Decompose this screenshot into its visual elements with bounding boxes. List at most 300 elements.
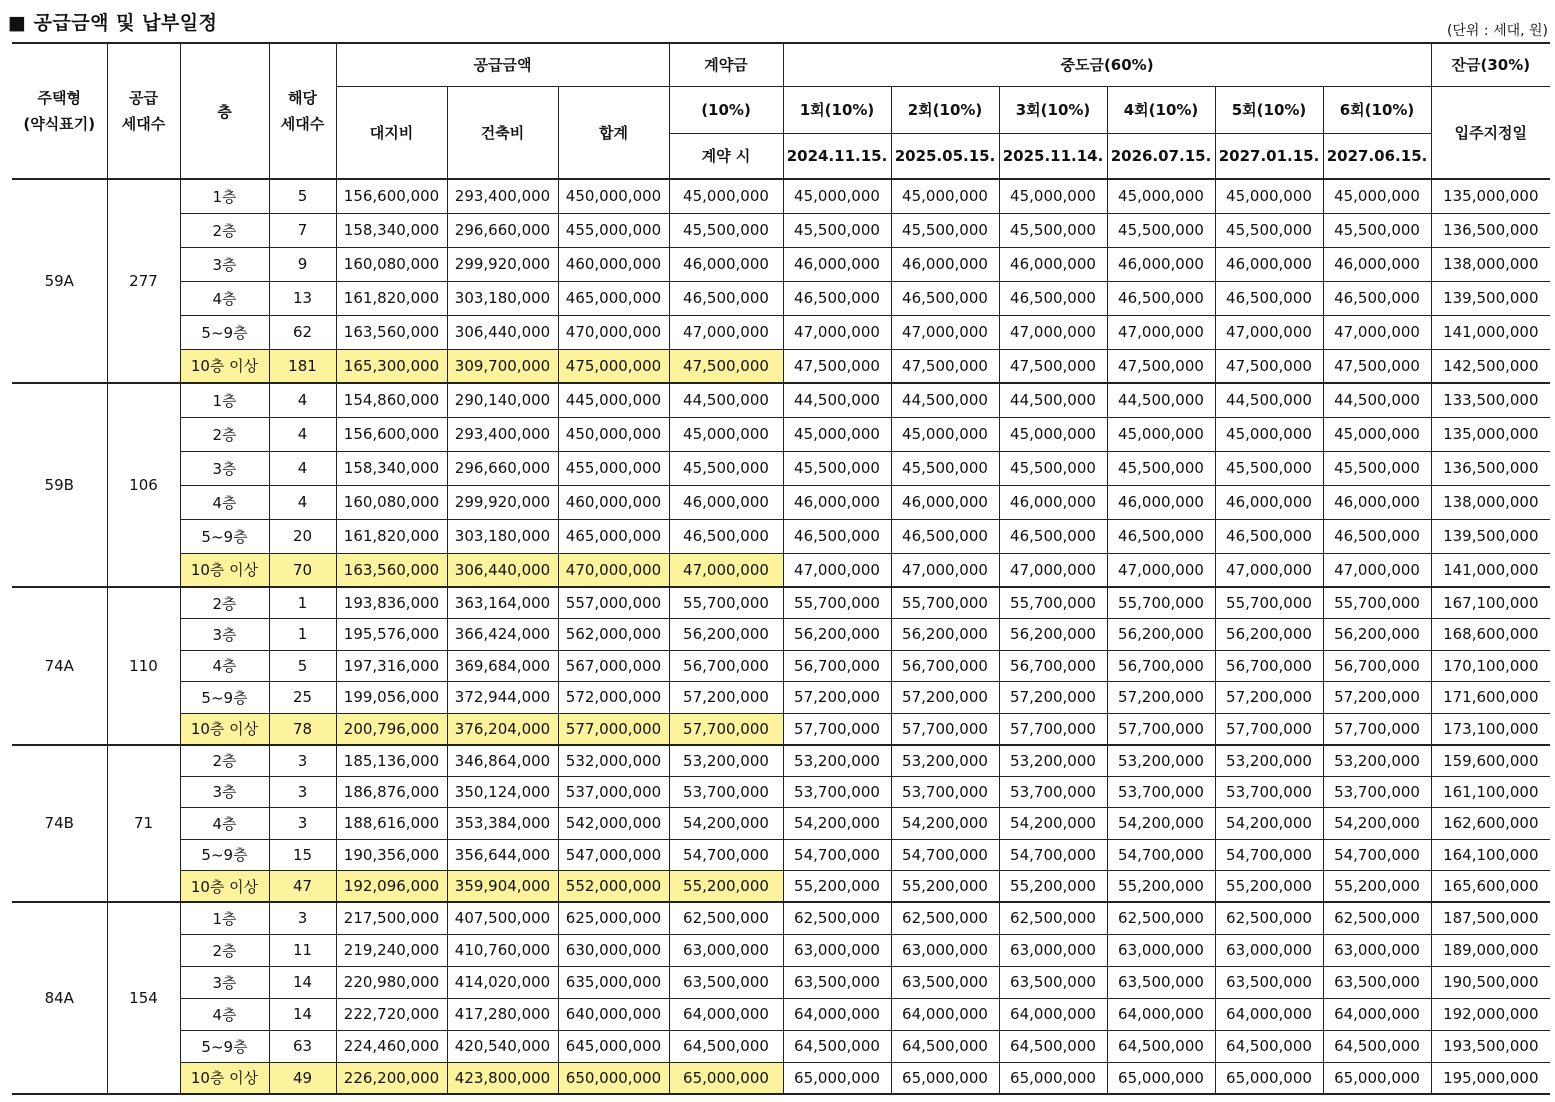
cell-middle-5: 47,000,000 [1215, 553, 1323, 587]
cell-middle-4: 44,500,000 [1107, 383, 1215, 417]
cell-middle-5: 55,200,000 [1215, 871, 1323, 903]
cell-type: 74A [12, 587, 107, 745]
header-date-2: 2025.05.15. [891, 133, 999, 179]
cell-total: 460,000,000 [558, 485, 669, 519]
cell-middle-6: 63,500,000 [1323, 966, 1431, 998]
table-row [12, 871, 1550, 903]
cell-floor: 2층 [180, 417, 269, 451]
cell-balance: 138,000,000 [1431, 485, 1550, 519]
cell-units: 3 [269, 902, 336, 934]
cell-floor: 1층 [180, 383, 269, 417]
cell-units: 5 [269, 650, 336, 682]
header-round-2: 2회(10%) [891, 86, 999, 133]
table-row [12, 1030, 1550, 1062]
table-row [12, 839, 1550, 871]
cell-middle-4: 46,000,000 [1107, 485, 1215, 519]
cell-middle-4: 47,000,000 [1107, 315, 1215, 349]
cell-type: 59A [12, 179, 107, 383]
cell-land: 158,340,000 [336, 451, 447, 485]
cell-middle-5: 47,500,000 [1215, 349, 1323, 383]
cell-middle-2: 53,700,000 [891, 776, 999, 808]
cell-middle-5: 62,500,000 [1215, 902, 1323, 934]
cell-floor: 10층 이상 [180, 713, 269, 745]
table-row [12, 1062, 1550, 1094]
cell-total: 547,000,000 [558, 839, 669, 871]
cell-balance: 136,500,000 [1431, 213, 1550, 247]
cell-middle-6: 63,000,000 [1323, 934, 1431, 966]
cell-middle-4: 45,000,000 [1107, 417, 1215, 451]
cell-contract: 45,000,000 [669, 417, 783, 451]
cell-building: 350,124,000 [447, 776, 558, 808]
cell-units: 181 [269, 349, 336, 383]
cell-middle-4: 53,200,000 [1107, 745, 1215, 777]
cell-middle-2: 56,200,000 [891, 619, 999, 651]
cell-total: 470,000,000 [558, 553, 669, 587]
cell-building: 296,660,000 [447, 213, 558, 247]
cell-middle-6: 47,000,000 [1323, 553, 1431, 587]
table-row [12, 966, 1550, 998]
table-row [12, 745, 1550, 777]
cell-middle-2: 57,700,000 [891, 713, 999, 745]
cell-balance: 159,600,000 [1431, 745, 1550, 777]
cell-floor: 4층 [180, 650, 269, 682]
cell-units: 25 [269, 682, 336, 714]
cell-building: 346,864,000 [447, 745, 558, 777]
cell-middle-3: 54,700,000 [999, 839, 1107, 871]
cell-contract: 45,000,000 [669, 179, 783, 213]
cell-floor: 1층 [180, 902, 269, 934]
header-date-4: 2026.07.15. [1107, 133, 1215, 179]
cell-floor: 5~9층 [180, 519, 269, 553]
cell-middle-1: 45,000,000 [783, 179, 891, 213]
cell-building: 309,700,000 [447, 349, 558, 383]
cell-middle-2: 45,500,000 [891, 213, 999, 247]
cell-middle-2: 63,000,000 [891, 934, 999, 966]
cell-land: 161,820,000 [336, 281, 447, 315]
header-total: 합계 [558, 86, 669, 179]
table-row [12, 808, 1550, 840]
cell-floor: 10층 이상 [180, 1062, 269, 1094]
cell-middle-1: 44,500,000 [783, 383, 891, 417]
cell-floor: 10층 이상 [180, 349, 269, 383]
cell-middle-4: 64,500,000 [1107, 1030, 1215, 1062]
cell-middle-2: 46,500,000 [891, 281, 999, 315]
cell-floor: 2층 [180, 934, 269, 966]
table-body [12, 179, 1550, 1094]
cell-building: 303,180,000 [447, 519, 558, 553]
cell-land: 161,820,000 [336, 519, 447, 553]
cell-middle-6: 44,500,000 [1323, 383, 1431, 417]
cell-contract: 62,500,000 [669, 902, 783, 934]
header-balance-when: 입주지정일 [1431, 86, 1550, 179]
cell-middle-1: 46,000,000 [783, 247, 891, 281]
cell-total: 640,000,000 [558, 998, 669, 1030]
cell-middle-5: 65,000,000 [1215, 1062, 1323, 1094]
cell-middle-6: 45,000,000 [1323, 417, 1431, 451]
cell-balance: 165,600,000 [1431, 871, 1550, 903]
cell-middle-5: 46,500,000 [1215, 281, 1323, 315]
cell-building: 417,280,000 [447, 998, 558, 1030]
cell-total: 450,000,000 [558, 179, 669, 213]
cell-units: 78 [269, 713, 336, 745]
cell-total: 552,000,000 [558, 871, 669, 903]
cell-middle-2: 53,200,000 [891, 745, 999, 777]
header-date-1: 2024.11.15. [783, 133, 891, 179]
cell-middle-5: 55,700,000 [1215, 587, 1323, 619]
cell-supply-units: 71 [107, 745, 180, 903]
cell-total: 635,000,000 [558, 966, 669, 998]
cell-middle-5: 56,200,000 [1215, 619, 1323, 651]
cell-balance: 133,500,000 [1431, 383, 1550, 417]
cell-balance: 195,000,000 [1431, 1062, 1550, 1094]
cell-middle-4: 64,000,000 [1107, 998, 1215, 1030]
cell-building: 410,760,000 [447, 934, 558, 966]
cell-building: 363,164,000 [447, 587, 558, 619]
cell-middle-1: 53,700,000 [783, 776, 891, 808]
cell-contract: 54,200,000 [669, 808, 783, 840]
cell-middle-5: 44,500,000 [1215, 383, 1323, 417]
cell-middle-3: 46,500,000 [999, 519, 1107, 553]
cell-middle-2: 45,000,000 [891, 417, 999, 451]
cell-middle-2: 47,000,000 [891, 553, 999, 587]
cell-contract: 46,500,000 [669, 519, 783, 553]
cell-middle-2: 57,200,000 [891, 682, 999, 714]
cell-building: 366,424,000 [447, 619, 558, 651]
cell-contract: 57,200,000 [669, 682, 783, 714]
cell-land: 190,356,000 [336, 839, 447, 871]
cell-land: 197,316,000 [336, 650, 447, 682]
cell-floor: 3층 [180, 247, 269, 281]
cell-units: 3 [269, 745, 336, 777]
cell-floor: 4층 [180, 808, 269, 840]
cell-total: 577,000,000 [558, 713, 669, 745]
cell-land: 226,200,000 [336, 1062, 447, 1094]
cell-total: 625,000,000 [558, 902, 669, 934]
cell-building: 423,800,000 [447, 1062, 558, 1094]
cell-middle-3: 55,700,000 [999, 587, 1107, 619]
cell-floor: 3층 [180, 619, 269, 651]
cell-middle-5: 47,000,000 [1215, 315, 1323, 349]
cell-floor: 1층 [180, 179, 269, 213]
cell-middle-6: 46,000,000 [1323, 485, 1431, 519]
table-row [12, 776, 1550, 808]
cell-units: 3 [269, 776, 336, 808]
cell-middle-6: 62,500,000 [1323, 902, 1431, 934]
cell-middle-6: 47,000,000 [1323, 315, 1431, 349]
cell-middle-1: 45,500,000 [783, 213, 891, 247]
header-round-6: 6회(10%) [1323, 86, 1431, 133]
cell-type: 74B [12, 745, 107, 903]
cell-middle-2: 56,700,000 [891, 650, 999, 682]
cell-land: 199,056,000 [336, 682, 447, 714]
cell-middle-1: 53,200,000 [783, 745, 891, 777]
cell-land: 220,980,000 [336, 966, 447, 998]
cell-middle-2: 63,500,000 [891, 966, 999, 998]
cell-floor: 3층 [180, 451, 269, 485]
cell-middle-5: 45,000,000 [1215, 179, 1323, 213]
cell-balance: 171,600,000 [1431, 682, 1550, 714]
cell-contract: 64,000,000 [669, 998, 783, 1030]
cell-building: 299,920,000 [447, 485, 558, 519]
cell-building: 376,204,000 [447, 713, 558, 745]
cell-land: 219,240,000 [336, 934, 447, 966]
cell-balance: 141,000,000 [1431, 553, 1550, 587]
cell-middle-5: 45,000,000 [1215, 417, 1323, 451]
cell-balance: 162,600,000 [1431, 808, 1550, 840]
table-row [12, 998, 1550, 1030]
cell-contract: 64,500,000 [669, 1030, 783, 1062]
cell-middle-1: 63,000,000 [783, 934, 891, 966]
cell-supply-units: 106 [107, 383, 180, 587]
cell-middle-2: 45,000,000 [891, 179, 999, 213]
table-row [12, 713, 1550, 745]
cell-contract: 44,500,000 [669, 383, 783, 417]
cell-middle-1: 47,000,000 [783, 315, 891, 349]
cell-middle-1: 47,500,000 [783, 349, 891, 383]
cell-middle-3: 56,200,000 [999, 619, 1107, 651]
cell-balance: 164,100,000 [1431, 839, 1550, 871]
cell-middle-3: 55,200,000 [999, 871, 1107, 903]
cell-middle-1: 57,700,000 [783, 713, 891, 745]
cell-middle-6: 53,700,000 [1323, 776, 1431, 808]
table-row [12, 934, 1550, 966]
table-row [12, 281, 1550, 315]
cell-floor: 2층 [180, 587, 269, 619]
cell-middle-5: 56,700,000 [1215, 650, 1323, 682]
cell-land: 165,300,000 [336, 349, 447, 383]
cell-supply-units: 277 [107, 179, 180, 383]
cell-contract: 45,500,000 [669, 213, 783, 247]
cell-building: 407,500,000 [447, 902, 558, 934]
unit-note: (단위 : 세대, 원) [1446, 23, 1548, 39]
cell-land: 160,080,000 [336, 485, 447, 519]
cell-total: 465,000,000 [558, 519, 669, 553]
table-row [12, 619, 1550, 651]
cell-middle-2: 45,500,000 [891, 451, 999, 485]
cell-total: 567,000,000 [558, 650, 669, 682]
cell-land: 193,836,000 [336, 587, 447, 619]
table-row [12, 247, 1550, 281]
cell-land: 186,876,000 [336, 776, 447, 808]
cell-floor: 4층 [180, 485, 269, 519]
cell-middle-4: 55,700,000 [1107, 587, 1215, 619]
cell-middle-2: 47,500,000 [891, 349, 999, 383]
cell-middle-5: 46,000,000 [1215, 247, 1323, 281]
cell-units: 5 [269, 179, 336, 213]
cell-contract: 47,000,000 [669, 553, 783, 587]
cell-contract: 47,000,000 [669, 315, 783, 349]
cell-middle-3: 57,200,000 [999, 682, 1107, 714]
cell-building: 372,944,000 [447, 682, 558, 714]
cell-balance: 141,000,000 [1431, 315, 1550, 349]
header-supply-price: 공급금액 [336, 43, 669, 86]
cell-middle-1: 55,200,000 [783, 871, 891, 903]
cell-middle-6: 56,200,000 [1323, 619, 1431, 651]
cell-middle-6: 57,200,000 [1323, 682, 1431, 714]
cell-balance: 139,500,000 [1431, 519, 1550, 553]
cell-units: 3 [269, 808, 336, 840]
table-row [12, 349, 1550, 383]
cell-middle-6: 53,200,000 [1323, 745, 1431, 777]
cell-middle-1: 46,500,000 [783, 281, 891, 315]
cell-middle-3: 57,700,000 [999, 713, 1107, 745]
header-land: 대지비 [336, 86, 447, 179]
cell-contract: 46,000,000 [669, 247, 783, 281]
cell-middle-5: 53,700,000 [1215, 776, 1323, 808]
table-row [12, 587, 1550, 619]
cell-units: 9 [269, 247, 336, 281]
header-units: 해당 세대수 [269, 43, 336, 179]
cell-middle-5: 53,200,000 [1215, 745, 1323, 777]
table-row [12, 179, 1550, 213]
cell-middle-3: 64,000,000 [999, 998, 1107, 1030]
cell-total: 445,000,000 [558, 383, 669, 417]
cell-balance: 190,500,000 [1431, 966, 1550, 998]
cell-floor: 2층 [180, 745, 269, 777]
cell-balance: 192,000,000 [1431, 998, 1550, 1030]
header-round-1: 1회(10%) [783, 86, 891, 133]
cell-middle-4: 47,000,000 [1107, 553, 1215, 587]
cell-units: 70 [269, 553, 336, 587]
header-date-5: 2027.01.15. [1215, 133, 1323, 179]
cell-middle-5: 45,500,000 [1215, 451, 1323, 485]
cell-units: 63 [269, 1030, 336, 1062]
cell-middle-6: 45,500,000 [1323, 451, 1431, 485]
cell-balance: 138,000,000 [1431, 247, 1550, 281]
cell-balance: 170,100,000 [1431, 650, 1550, 682]
cell-middle-1: 56,700,000 [783, 650, 891, 682]
cell-balance: 142,500,000 [1431, 349, 1550, 383]
cell-middle-5: 57,200,000 [1215, 682, 1323, 714]
cell-building: 303,180,000 [447, 281, 558, 315]
cell-middle-3: 56,700,000 [999, 650, 1107, 682]
cell-floor: 2층 [180, 213, 269, 247]
cell-units: 4 [269, 485, 336, 519]
cell-middle-1: 64,500,000 [783, 1030, 891, 1062]
cell-building: 296,660,000 [447, 451, 558, 485]
cell-contract: 47,500,000 [669, 349, 783, 383]
cell-middle-4: 45,500,000 [1107, 451, 1215, 485]
table-row [12, 213, 1550, 247]
cell-total: 650,000,000 [558, 1062, 669, 1094]
cell-middle-6: 56,700,000 [1323, 650, 1431, 682]
cell-middle-3: 62,500,000 [999, 902, 1107, 934]
cell-middle-6: 47,500,000 [1323, 349, 1431, 383]
cell-floor: 4층 [180, 281, 269, 315]
cell-middle-4: 57,700,000 [1107, 713, 1215, 745]
cell-middle-3: 46,500,000 [999, 281, 1107, 315]
cell-middle-6: 54,700,000 [1323, 839, 1431, 871]
cell-floor: 4층 [180, 998, 269, 1030]
cell-land: 200,796,000 [336, 713, 447, 745]
header-supply-units: 공급 세대수 [107, 43, 180, 179]
cell-middle-3: 53,200,000 [999, 745, 1107, 777]
cell-middle-4: 63,000,000 [1107, 934, 1215, 966]
cell-middle-1: 47,000,000 [783, 553, 891, 587]
cell-middle-6: 64,000,000 [1323, 998, 1431, 1030]
cell-contract: 56,700,000 [669, 650, 783, 682]
cell-middle-3: 46,000,000 [999, 247, 1107, 281]
cell-floor: 5~9층 [180, 839, 269, 871]
cell-contract: 63,500,000 [669, 966, 783, 998]
cell-balance: 139,500,000 [1431, 281, 1550, 315]
cell-middle-1: 65,000,000 [783, 1062, 891, 1094]
cell-balance: 167,100,000 [1431, 587, 1550, 619]
cell-balance: 161,100,000 [1431, 776, 1550, 808]
cell-building: 290,140,000 [447, 383, 558, 417]
cell-units: 1 [269, 619, 336, 651]
cell-contract: 46,500,000 [669, 281, 783, 315]
cell-middle-1: 45,000,000 [783, 417, 891, 451]
cell-middle-5: 63,500,000 [1215, 966, 1323, 998]
cell-middle-2: 47,000,000 [891, 315, 999, 349]
cell-land: 163,560,000 [336, 553, 447, 587]
cell-middle-4: 63,500,000 [1107, 966, 1215, 998]
cell-middle-6: 45,000,000 [1323, 179, 1431, 213]
cell-land: 160,080,000 [336, 247, 447, 281]
cell-middle-2: 54,200,000 [891, 808, 999, 840]
cell-building: 414,020,000 [447, 966, 558, 998]
cell-contract: 57,700,000 [669, 713, 783, 745]
cell-land: 154,860,000 [336, 383, 447, 417]
cell-land: 163,560,000 [336, 315, 447, 349]
cell-middle-4: 55,200,000 [1107, 871, 1215, 903]
header-round-5: 5회(10%) [1215, 86, 1323, 133]
cell-floor: 5~9층 [180, 682, 269, 714]
cell-middle-4: 57,200,000 [1107, 682, 1215, 714]
cell-middle-4: 53,700,000 [1107, 776, 1215, 808]
cell-contract: 55,200,000 [669, 871, 783, 903]
cell-land: 195,576,000 [336, 619, 447, 651]
cell-middle-4: 56,200,000 [1107, 619, 1215, 651]
cell-building: 299,920,000 [447, 247, 558, 281]
cell-middle-6: 45,500,000 [1323, 213, 1431, 247]
cell-middle-4: 46,500,000 [1107, 519, 1215, 553]
supply-price-table [12, 42, 1550, 1095]
table-row [12, 553, 1550, 587]
cell-contract: 53,700,000 [669, 776, 783, 808]
cell-units: 4 [269, 417, 336, 451]
cell-floor: 10층 이상 [180, 871, 269, 903]
cell-supply-units: 110 [107, 587, 180, 745]
cell-balance: 193,500,000 [1431, 1030, 1550, 1062]
cell-middle-5: 46,000,000 [1215, 485, 1323, 519]
cell-middle-1: 45,500,000 [783, 451, 891, 485]
header-date-3: 2025.11.14. [999, 133, 1107, 179]
cell-land: 224,460,000 [336, 1030, 447, 1062]
cell-total: 532,000,000 [558, 745, 669, 777]
cell-units: 1 [269, 587, 336, 619]
cell-floor: 5~9층 [180, 1030, 269, 1062]
cell-middle-4: 54,200,000 [1107, 808, 1215, 840]
cell-middle-2: 46,000,000 [891, 247, 999, 281]
cell-units: 13 [269, 281, 336, 315]
cell-contract: 54,700,000 [669, 839, 783, 871]
header-floor: 층 [180, 43, 269, 179]
cell-middle-1: 55,700,000 [783, 587, 891, 619]
cell-middle-5: 64,000,000 [1215, 998, 1323, 1030]
table-row [12, 451, 1550, 485]
table-row [12, 485, 1550, 519]
cell-units: 4 [269, 383, 336, 417]
cell-total: 557,000,000 [558, 587, 669, 619]
cell-middle-1: 46,000,000 [783, 485, 891, 519]
cell-middle-6: 46,500,000 [1323, 519, 1431, 553]
cell-total: 475,000,000 [558, 349, 669, 383]
cell-middle-2: 46,500,000 [891, 519, 999, 553]
table-row [12, 902, 1550, 934]
cell-middle-3: 53,700,000 [999, 776, 1107, 808]
